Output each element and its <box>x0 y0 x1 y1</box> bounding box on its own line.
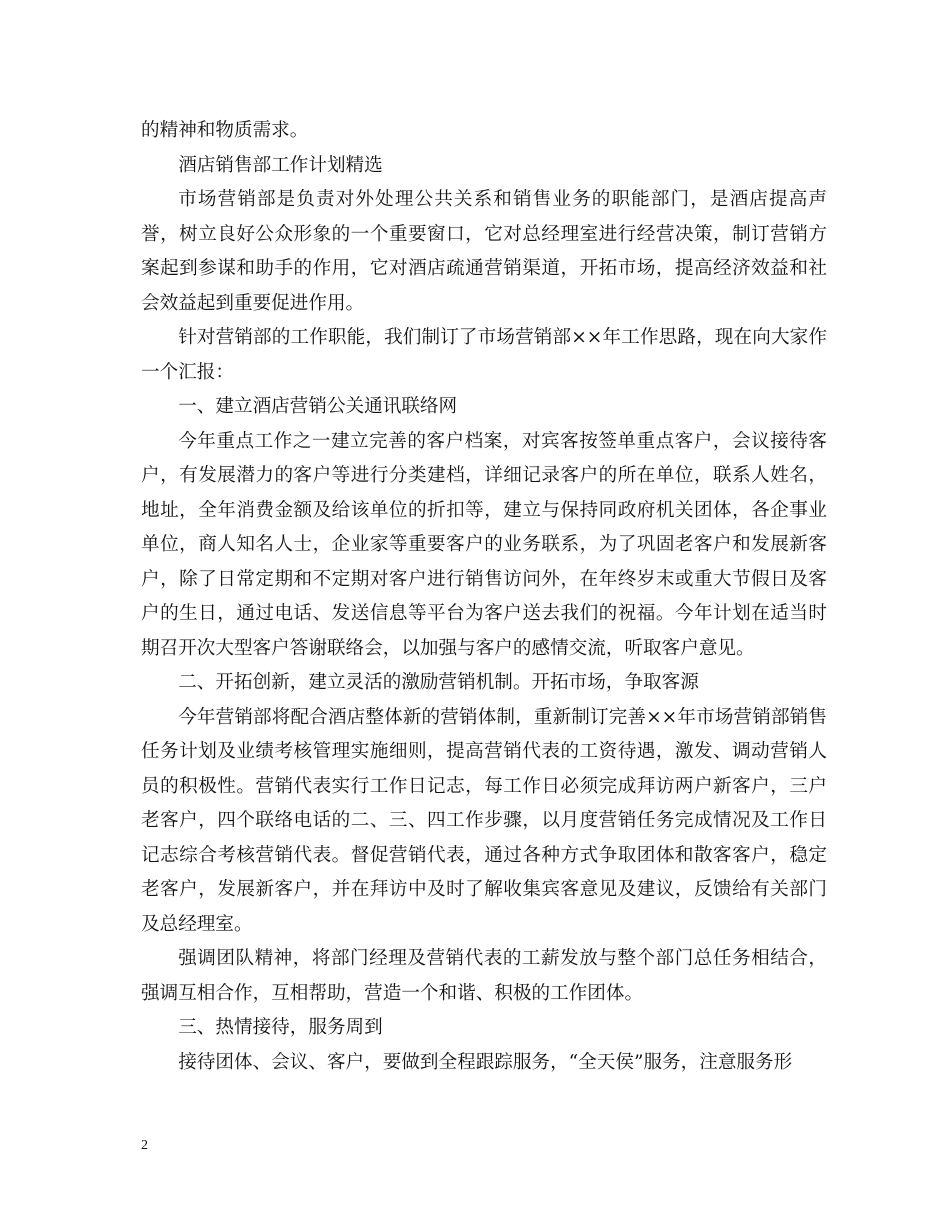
heading-three: 三、热情接待，服务周到 <box>178 1017 383 1038</box>
paragraph: 针对营销部的工作职能，我们制订了市场营销部××年工作思路，现在向大家作一个汇报： <box>141 327 827 383</box>
page-number: 2 <box>141 1138 148 1153</box>
document-body <box>141 114 827 1080</box>
paragraph: 今年重点工作之一建立完善的客户档案，对宾客按签单重点客户，会议接待客户，有发展潜力的客户等进行分类建档，详细记录客户的所在单位，联系人姓名，地址，全年消费金额及给该单位的折扣等，建立与保持同政府机关团体，各企事业单位，商人知名人士，企业家等重要客户的业务联系，为了巩固老客户和发展新客户，除了日常定期和不定期对客户进行销售访问外，在年终岁末或重大节假日及客户的生日，通过电话、发送信息等平台为客户送去我们的祝福。今年计划在适当时期召开次大型客户答谢联络会，以加强与客户的感情交流，听取客户意见。 <box>141 430 827 659</box>
paragraph-continuation: 的精神和物质需求。 <box>141 120 309 141</box>
paragraph: 接待团体、会议、客户，要做到全程跟踪服务，“全天侯”服务，注意服务形 <box>178 1051 793 1073</box>
paragraph: 市场营销部是负责对外处理公共关系和销售业务的职能部门，是酒店提高声誉，树立良好公众形象的一个重要窗口，它对总经理室进行经营决策，制订营销方案起到参谋和助手的作用，它对酒店疏通营销渠道，开拓市场，提高经济效益和社会效益起到重要促进作用。 <box>141 189 827 314</box>
heading-two: 二、开拓创新，建立灵活的激励营销机制。开拓市场，争取客源 <box>178 672 699 693</box>
paragraph: 今年营销部将配合酒店整体新的营销体制，重新制订完善××年市场营销部销售任务计划及业绩考核管理实施细则，提高营销代表的工资待遇，激发、调动营销人员的积极性。营销代表实行工作日记志，每工作日必须完成拜访两户新客户，三户老客户，四个联络电话的二、三、四工作步骤，以月度营销任务完成情况及工作日记志综合考核营销代表。督促营销代表，通过各种方式争取团体和散客客户，稳定老客户，发展新客户，并在拜访中及时了解收集宾客意见及建议，反馈给有关部门及总经理室。 <box>141 706 827 935</box>
section-title: 酒店销售部工作计划精选 <box>178 154 383 176</box>
paragraph: 强调团队精神，将部门经理及营销代表的工薪发放与整个部门总任务相结合，强调互相合作，互相帮助，营造一个和谐、积极的工作团体。 <box>141 948 827 1004</box>
heading-one: 一、建立酒店营销公关通讯联络网 <box>178 396 458 417</box>
